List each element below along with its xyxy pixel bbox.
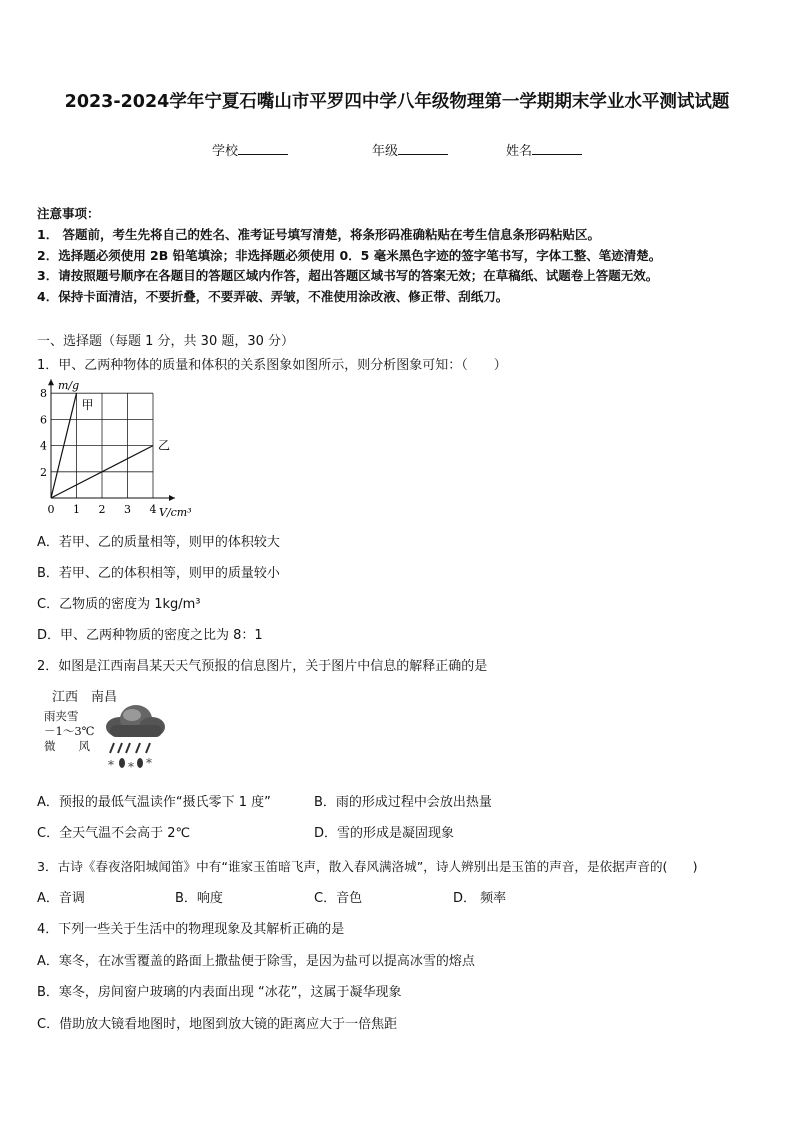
y-tick-label: 2 — [40, 465, 47, 479]
question-2-option-c: C．全天气温不会高于 2℃ — [37, 826, 191, 841]
name-blank — [532, 142, 582, 155]
x-tick-label: 0 — [47, 503, 55, 516]
x-axis-arrow — [169, 495, 175, 501]
page-title: 2023-2024学年宁夏石嘴山市平罗四中学八年级物理第一学期期末学业水平测试试题 — [64, 92, 730, 112]
series-label-1: 甲 — [81, 398, 94, 413]
section-heading: 一、选择题（每题 1 分，共 30 题，30 分） — [37, 334, 295, 349]
question-2-option-b: B．雨的形成过程中会放出热量 — [314, 795, 492, 810]
school-blank — [238, 142, 288, 155]
y-tick-label: 6 — [40, 413, 47, 427]
notice-item: 3．请按照题号顺序在各题目的答题区域内作答，超出答题区域书写的答案无效；在草稿纸、试题卷上答题无效。 — [37, 268, 659, 283]
question-2-option-d: D．雪的形成是凝固现象 — [314, 826, 455, 841]
name-field — [506, 140, 582, 159]
y-tick-label: 4 — [40, 439, 47, 453]
svg-text:*: * — [108, 758, 114, 772]
question-1-option-a: A．若甲、乙的质量相等，则甲的体积较大 — [37, 535, 280, 550]
series-label-2: 乙 — [158, 438, 171, 453]
grade-label: 年级 — [372, 144, 399, 159]
notice-item: 1． 答题前，考生先将自己的姓名、准考证号填写清楚，将条形码准确粘贴在考生信息条形码粘贴区。 — [37, 227, 601, 242]
notice-item: 4．保持卡面清洁，不要折叠，不要弄破、弄皱，不准使用涂改液、修正带、刮纸刀。 — [37, 289, 509, 304]
y-tick-label: 8 — [40, 387, 47, 401]
chart-axes — [48, 379, 175, 501]
question-4-stem: 4．下列一些关于生活中的物理现象及其解析正确的是 — [37, 922, 345, 937]
x-tick-label: 1 — [73, 503, 80, 516]
question-2-option-a: A．预报的最低气温读作“摄氏零下 1 度” — [37, 795, 271, 810]
weather-condition: 雨夹雪 — [44, 709, 79, 723]
question-3-option-d: D． 频率 — [453, 891, 507, 906]
x-tick-label: 2 — [98, 503, 106, 516]
name-label: 姓名 — [506, 144, 533, 159]
grade-blank — [398, 142, 448, 155]
chart-ticks — [40, 387, 157, 516]
question-1-option-c: C．乙物质的密度为 1kg/m³ — [37, 597, 201, 612]
question-3-option-c: C．音色 — [314, 891, 363, 906]
school-label: 学校 — [212, 144, 239, 159]
question-4-option-c: C．借助放大镜看地图时，地图到放大镜的距离应大于一倍焦距 — [37, 1017, 398, 1032]
question-1-stem: 1．甲、乙两种物体的质量和体积的关系图象如图所示，则分析图象可知：（ ） — [37, 358, 507, 373]
notice-heading: 注意事项： — [37, 206, 100, 221]
weather-city: 江西 南昌 — [52, 690, 118, 705]
svg-text:*: * — [146, 756, 152, 770]
mass-volume-chart — [36, 380, 196, 520]
y-axis-arrow — [48, 379, 54, 385]
question-2-stem: 2．如图是江西南昌某天天气预报的信息图片，关于图片中信息的解释正确的是 — [37, 659, 488, 674]
svg-text:*: * — [128, 760, 134, 774]
sleet-cloud-icon — [100, 703, 170, 775]
question-1-option-d: D．甲、乙两种物质的密度之比为 8：1 — [37, 628, 263, 643]
question-3-option-b: B．响度 — [175, 891, 223, 906]
y-axis-label: m/g — [58, 379, 80, 392]
chart-grid — [51, 393, 153, 498]
notice-item: 2．选择题必须使用 2B 铅笔填涂；非选择题必须使用 0．5 毫米黑色字迹的签字笔书写，字体工整、笔迹清楚。 — [37, 248, 662, 263]
question-3-option-a: A．音调 — [37, 891, 85, 906]
question-4-option-b: B．寒冬，房间窗户玻璃的内表面出现 “冰花”，这属于凝华现象 — [37, 985, 402, 1000]
weather-temperature: －1～3℃ — [44, 724, 95, 738]
weather-wind: 微 风 — [44, 739, 90, 753]
question-1-option-b: B．若甲、乙的体积相等，则甲的质量较小 — [37, 566, 280, 581]
question-3-stem: 3．古诗《春夜洛阳城闻笛》中有“谁家玉笛暗飞声，散入春风满洛城”，诗人辨别出是玉笛的声音，是依据声音的( ) — [37, 859, 698, 874]
question-4-option-a: A．寒冬，在冰雪覆盖的路面上撒盐便于除雪，是因为盐可以提高冰雪的熔点 — [37, 954, 475, 969]
school-field — [212, 140, 288, 159]
grade-field — [372, 140, 448, 159]
x-axis-label: V/cm³ — [159, 506, 192, 519]
x-tick-label: 4 — [149, 503, 157, 516]
x-tick-label: 3 — [124, 503, 131, 516]
